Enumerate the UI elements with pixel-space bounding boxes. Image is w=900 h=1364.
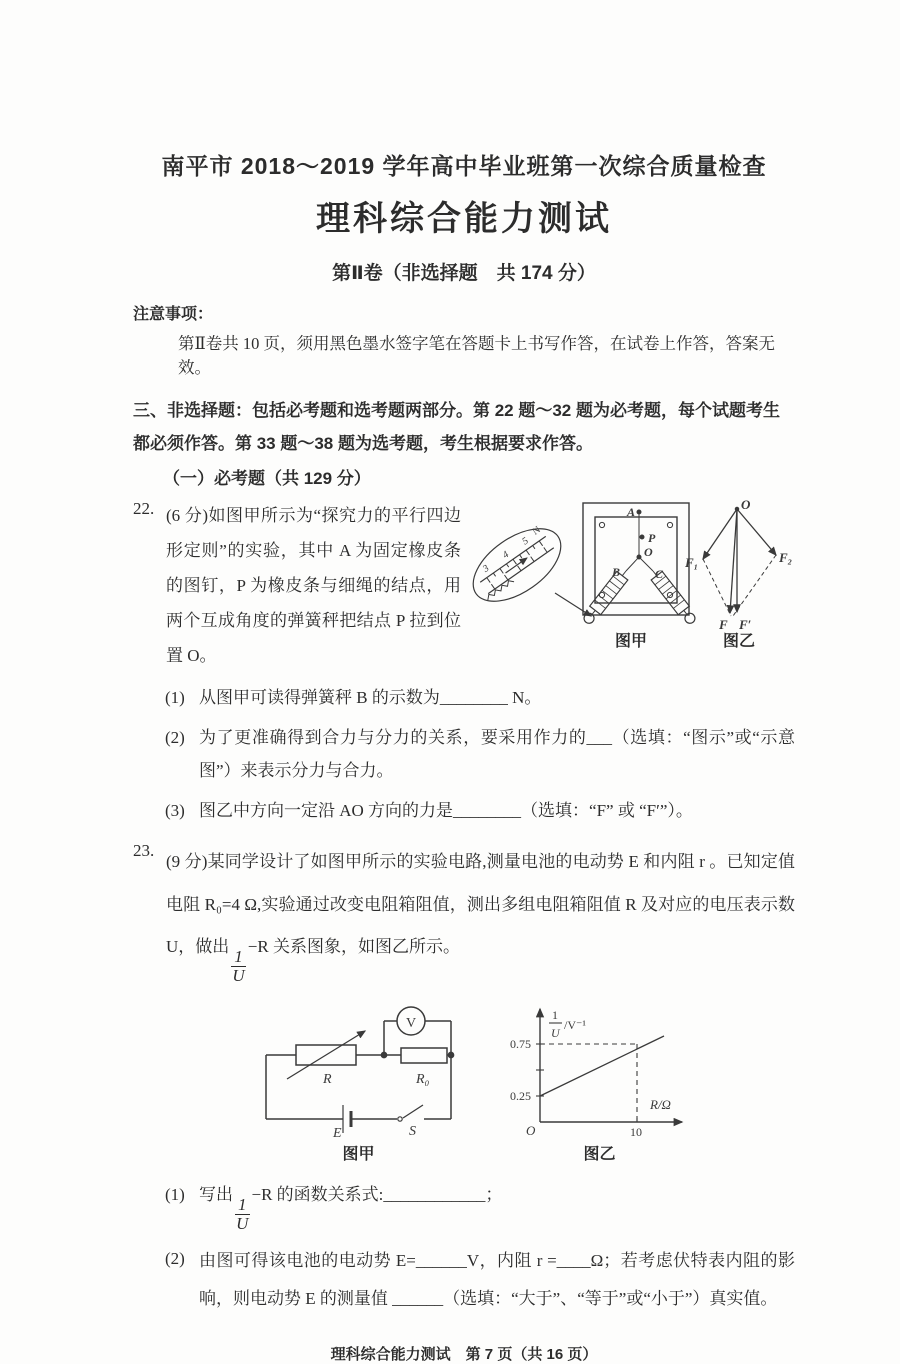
graph-xtick-10: 10 — [630, 1124, 642, 1139]
graph-ytick-025: 0.25 — [510, 1088, 531, 1103]
circuit-caption: 图甲 — [342, 1145, 375, 1163]
notice-body: 第Ⅱ卷共 10 页，须用黑色墨水签字笔在答题卡上书写作答，在试卷上作答，答案无效。 — [178, 334, 775, 377]
graph-yaxis-label — [549, 1008, 586, 1040]
q23-item-1-text — [199, 1178, 795, 1233]
q23-item-1-fraction — [235, 1196, 250, 1233]
board-label-O: O — [644, 545, 653, 560]
force-diagram — [684, 499, 792, 631]
circuit-svg — [251, 997, 466, 1139]
q22-item-3-text: 图乙中方向一定沿 AO 方向的力是________（选填：“F” 或 “F′”）。 — [199, 800, 693, 820]
scale-unit-label: N — [530, 524, 543, 538]
q22-item-2-label: (2) — [165, 727, 185, 747]
q23-graph-figure — [502, 997, 697, 1164]
force-label-F: F — [719, 617, 728, 632]
graph-caption: 图乙 — [583, 1145, 616, 1163]
q22-item-1 — [165, 681, 795, 714]
q23-item-1-pre: 写出 — [199, 1184, 233, 1204]
q23-stem-part2: −R 关系图象，如图乙所示。 — [247, 937, 460, 957]
q22-item-1-text: 从图甲可读得弹簧秤 B 的示数为________ N。 — [199, 687, 542, 707]
scale-tick-3: 3 — [480, 563, 492, 576]
scale-tick-5: 5 — [520, 535, 531, 548]
part3-heading: 三、非选择题：包括必考题和选考题两部分。第 22 题～32 题为必考题，每个试题考生都必须作答。第 33 题～38 题为选考题，考生根据要求作答。 — [133, 401, 780, 454]
q22-item-1-label: (1) — [165, 687, 185, 707]
question-22-figure — [465, 499, 795, 651]
graph-xaxis-label: R/Ω — [650, 1096, 671, 1112]
notice-heading: 注意事项： — [133, 306, 214, 323]
board-label-B: B — [612, 565, 621, 580]
circuit-label-R: R — [323, 1071, 332, 1087]
board-label-P: P — [648, 531, 656, 546]
question-22-stem: (6 分)如图甲所示为“探究力的平行四边形定则”的实验，其中 A 为固定橡皮条的图钉，P 为橡皮条与细绳的结点，用两个互成角度的弹簧秤把结点 P 拉到位置 O。 — [166, 506, 461, 665]
q22-figure-caption-yi: 图乙 — [723, 633, 756, 651]
q23-fraction-numerator: 1 — [231, 948, 246, 967]
scale-tick-4: 4 — [500, 549, 512, 562]
exam-header-line: 南平市 2018～2019 学年高中毕业班第一次综合质量检查 — [161, 153, 767, 179]
force-label-Fprime: F′ — [739, 617, 752, 632]
force-label-O: O — [741, 499, 751, 513]
question-22-number: 22. — [133, 499, 155, 519]
force-label-F1: F₁ — [685, 555, 699, 571]
page-footer: 理科综合能力测试 第 7 页（共 16 页） — [330, 1346, 598, 1364]
circuit-label-R0: R₀ — [416, 1071, 430, 1087]
exam-title: 理科综合能力测试 — [316, 200, 612, 238]
question-22 — [133, 499, 795, 673]
question-23-stem — [166, 841, 795, 985]
board-label-C: C — [655, 567, 664, 582]
q23-item-2-label: (2) — [165, 1249, 185, 1269]
q23-item-1-frac-den: U — [236, 1213, 249, 1233]
board-apparatus — [580, 503, 698, 627]
q23-item-2-text: 由图可得该电池的电动势 E=______V，内阻 r =____Ω；若考虑伏特表内阻的影响，则电动势 E 的测量值 ______（选填：“大于”、“等于”或“小于”）真实值。 — [199, 1251, 795, 1308]
graph-origin-label: O — [526, 1122, 536, 1138]
q23-item-1-post: −R 的函数关系式:____________； — [251, 1184, 503, 1204]
q23-circuit-figure — [251, 997, 466, 1164]
q22-item-2 — [165, 721, 795, 787]
graph-ylabel-unit: /V⁻¹ — [564, 1017, 586, 1032]
section-volume-title: 第Ⅱ卷（非选择题 共 174 分） — [332, 263, 596, 284]
magnifier-pointer-arrow — [555, 593, 591, 616]
graph-ylabel-numerator: 1 — [552, 1007, 558, 1022]
q22-item-3 — [165, 794, 795, 827]
q23-figures — [251, 997, 795, 1164]
q23-stem-part1: (9 分)某同学设计了如图甲所示的实验电路,测量电池的电动势 E 和内阻 r 。已知定值电阻 R₀=4 Ω,实验通过改变电阻箱阻值，测出多组电阻箱阻值 R 及对应的电压表示数 U，做出 — [166, 852, 795, 957]
q23-item-1 — [165, 1178, 795, 1233]
q23-fraction-denominator: U — [232, 965, 245, 985]
q23-item-1-frac-num: 1 — [235, 1196, 250, 1215]
spring-scale-magnifier — [465, 514, 573, 616]
question-23-number: 23. — [133, 841, 155, 861]
q23-stem-fraction — [231, 948, 246, 985]
q23-item-2 — [165, 1242, 795, 1317]
q22-item-3-label: (3) — [165, 800, 185, 820]
voltmeter-label: V — [406, 1015, 417, 1031]
battery-label-E: E — [333, 1125, 342, 1139]
graph-svg — [502, 997, 697, 1139]
switch-label-S: S — [409, 1123, 416, 1139]
q22-item-2-text: 为了更准确得到合力与分力的关系，要采用作力的___（选填：“图示”或“示意图”）来表示分力与合力。 — [199, 727, 795, 780]
question-23 — [133, 841, 795, 985]
q23-item-1-label: (1) — [165, 1184, 185, 1204]
graph-ylabel-denominator: U — [551, 1025, 560, 1040]
force-label-F2: F₂ — [779, 550, 793, 566]
graph-ytick-075: 0.75 — [510, 1036, 531, 1051]
required-part-heading: （一）必考题（共 129 分） — [163, 469, 371, 489]
q22-figure-caption-jia: 图甲 — [615, 633, 648, 651]
board-label-A: A — [627, 505, 636, 520]
q22-figure-svg — [465, 499, 795, 631]
